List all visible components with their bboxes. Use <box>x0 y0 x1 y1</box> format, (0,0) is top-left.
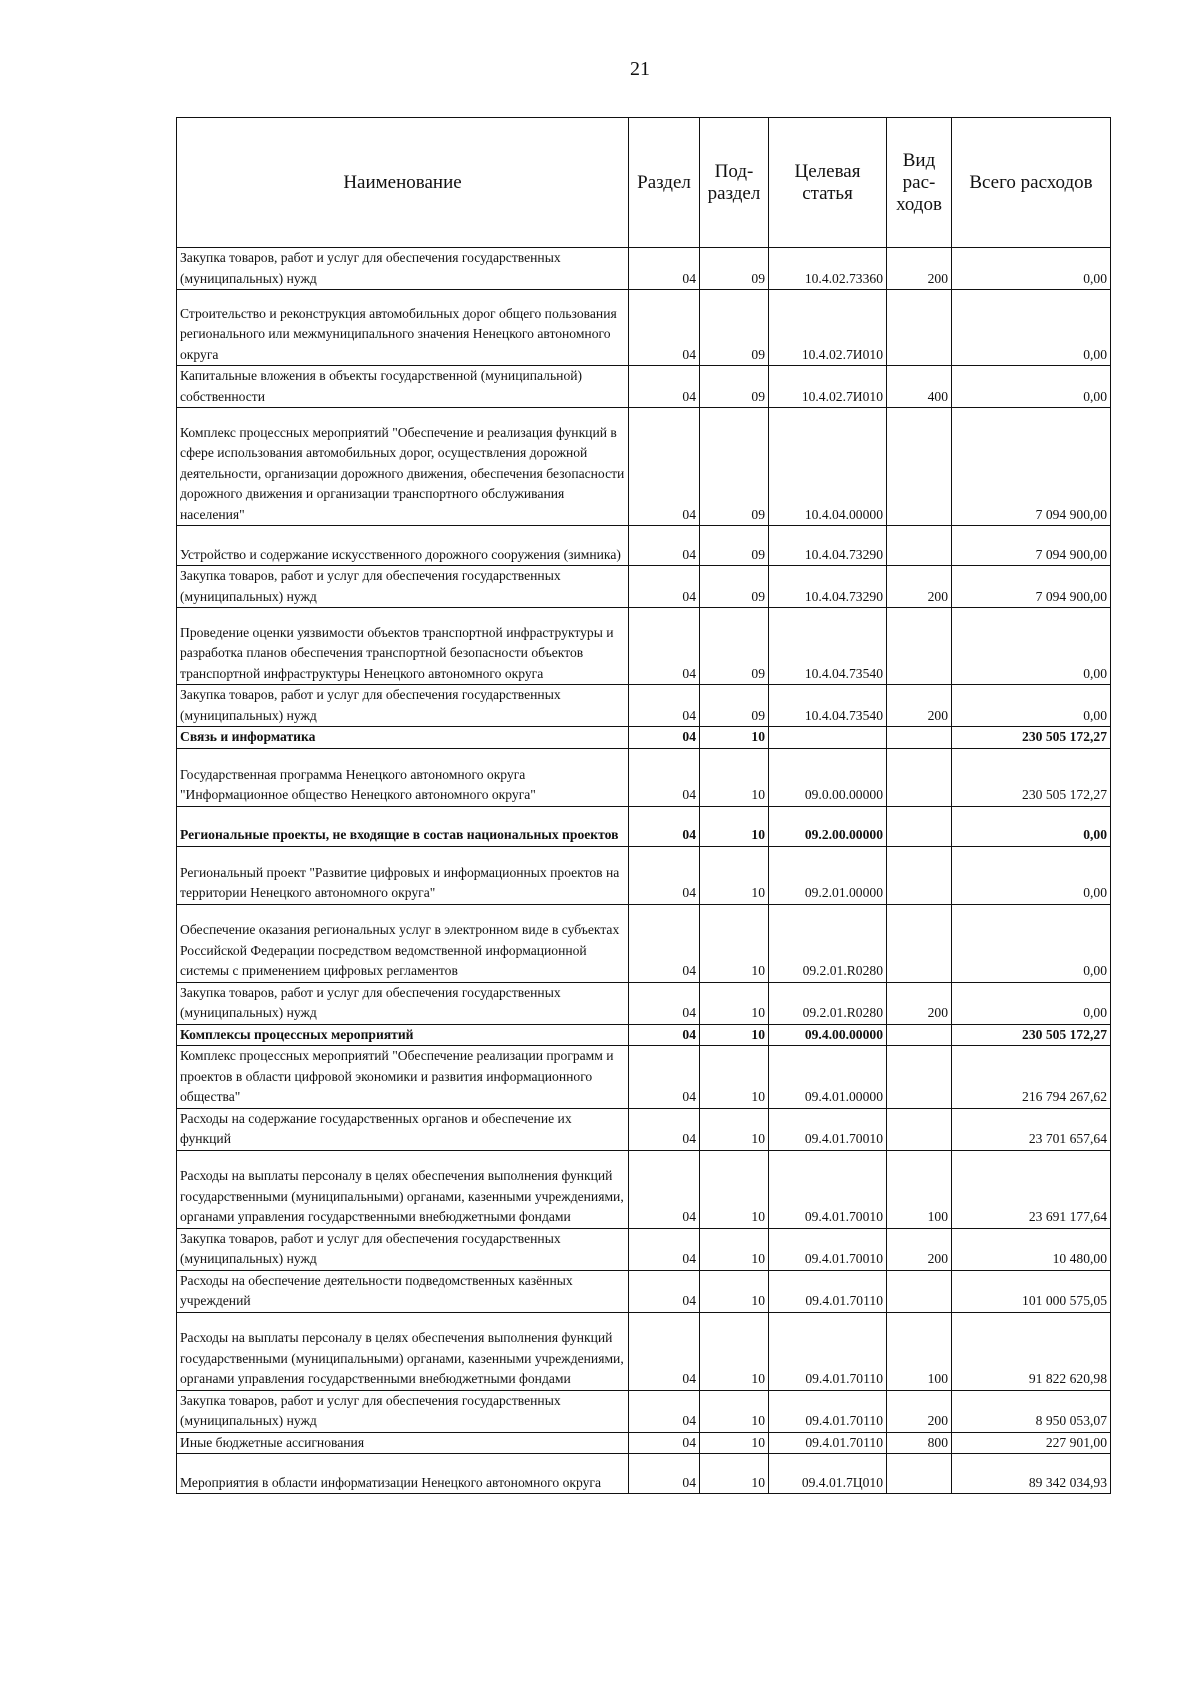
cell-name: Государственная программа Ненецкого автономного округа "Информационное общество Ненецкого автономного округа" <box>177 748 629 806</box>
cell-vid-rashodov <box>887 748 952 806</box>
cell-podrazdel: 09 <box>700 685 769 727</box>
cell-vid-rashodov: 200 <box>887 685 952 727</box>
cell-vsego: 230 505 172,27 <box>952 727 1111 749</box>
table-row <box>177 685 1111 727</box>
cell-razdel: 04 <box>629 408 700 526</box>
cell-razdel: 04 <box>629 1046 700 1109</box>
cell-celevaya-statya: 10.4.04.00000 <box>769 408 887 526</box>
cell-name: Закупка товаров, работ и услуг для обеспечения государственных (муниципальных) нужд <box>177 685 629 727</box>
cell-name: Закупка товаров, работ и услуг для обеспечения государственных (муниципальных) нужд <box>177 1390 629 1432</box>
cell-vid-rashodov <box>887 408 952 526</box>
table-row <box>177 846 1111 904</box>
cell-podrazdel: 09 <box>700 290 769 366</box>
table-row <box>177 748 1111 806</box>
cell-name: Обеспечение оказания региональных услуг в электронном виде в субъектах Российской Федерации посредством ведомственной информационной системы с применением цифровых регламентов <box>177 904 629 982</box>
table-row <box>177 290 1111 366</box>
cell-vsego: 10 480,00 <box>952 1228 1111 1270</box>
cell-vid-rashodov: 200 <box>887 1390 952 1432</box>
header-vid-rashodov: Вид рас-ходов <box>887 118 952 248</box>
table-row <box>177 1312 1111 1390</box>
table-row <box>177 1270 1111 1312</box>
cell-vid-rashodov: 800 <box>887 1432 952 1454</box>
cell-vsego: 23 701 657,64 <box>952 1108 1111 1150</box>
cell-razdel: 04 <box>629 248 700 290</box>
cell-name: Закупка товаров, работ и услуг для обеспечения государственных (муниципальных) нужд <box>177 566 629 608</box>
cell-razdel: 04 <box>629 1150 700 1228</box>
cell-name: Проведение оценки уязвимости объектов транспортной инфраструктуры и разработка планов обеспечения транспортной безопасности объектов транспортной инфраструктуры Ненецкого автономного округа <box>177 608 629 685</box>
cell-podrazdel: 10 <box>700 1454 769 1494</box>
cell-celevaya-statya: 09.2.01.00000 <box>769 846 887 904</box>
cell-vid-rashodov <box>887 846 952 904</box>
cell-razdel: 04 <box>629 846 700 904</box>
cell-razdel: 04 <box>629 748 700 806</box>
cell-razdel: 04 <box>629 982 700 1024</box>
cell-podrazdel: 10 <box>700 806 769 846</box>
cell-vid-rashodov <box>887 1046 952 1109</box>
table-row <box>177 566 1111 608</box>
cell-razdel: 04 <box>629 727 700 749</box>
cell-vsego: 0,00 <box>952 806 1111 846</box>
table-row <box>177 806 1111 846</box>
cell-vsego: 101 000 575,05 <box>952 1270 1111 1312</box>
cell-podrazdel: 10 <box>700 1024 769 1046</box>
table-row <box>177 1024 1111 1046</box>
table-row <box>177 1150 1111 1228</box>
cell-name: Мероприятия в области информатизации Ненецкого автономного округа <box>177 1454 629 1494</box>
cell-name: Расходы на выплаты персоналу в целях обеспечения выполнения функций государственными (муниципальными) органами, казенными учреждениями, органами управления государственными внебюджетными фондами <box>177 1150 629 1228</box>
cell-podrazdel: 09 <box>700 366 769 408</box>
cell-celevaya-statya: 09.4.01.70010 <box>769 1150 887 1228</box>
cell-celevaya-statya: 09.4.01.7Ц010 <box>769 1454 887 1494</box>
cell-vsego: 0,00 <box>952 685 1111 727</box>
header-vsego: Всего расходов <box>952 118 1111 248</box>
cell-name: Региональный проект "Развитие цифровых и информационных проектов на территории Ненецкого автономного округа" <box>177 846 629 904</box>
cell-razdel: 04 <box>629 806 700 846</box>
cell-razdel: 04 <box>629 608 700 685</box>
cell-vid-rashodov <box>887 1024 952 1046</box>
cell-razdel: 04 <box>629 685 700 727</box>
table-row <box>177 1228 1111 1270</box>
cell-celevaya-statya <box>769 727 887 749</box>
cell-vsego: 230 505 172,27 <box>952 748 1111 806</box>
table-row <box>177 982 1111 1024</box>
table-row <box>177 408 1111 526</box>
cell-vsego: 0,00 <box>952 608 1111 685</box>
cell-vsego: 7 094 900,00 <box>952 408 1111 526</box>
cell-vsego: 216 794 267,62 <box>952 1046 1111 1109</box>
table-row <box>177 904 1111 982</box>
cell-celevaya-statya: 09.4.01.70110 <box>769 1270 887 1312</box>
cell-razdel: 04 <box>629 1270 700 1312</box>
table-row <box>177 1390 1111 1432</box>
cell-name: Устройство и содержание искусственного дорожного сооружения (зимника) <box>177 526 629 566</box>
table-row <box>177 1454 1111 1494</box>
cell-podrazdel: 10 <box>700 982 769 1024</box>
cell-podrazdel: 09 <box>700 248 769 290</box>
cell-name: Региональные проекты, не входящие в состав национальных проектов <box>177 806 629 846</box>
cell-celevaya-statya: 10.4.04.73290 <box>769 526 887 566</box>
cell-podrazdel: 09 <box>700 566 769 608</box>
table-row <box>177 1046 1111 1109</box>
cell-razdel: 04 <box>629 1108 700 1150</box>
cell-name: Расходы на обеспечение деятельности подведомственных казённых учреждений <box>177 1270 629 1312</box>
cell-name: Закупка товаров, работ и услуг для обеспечения государственных (муниципальных) нужд <box>177 982 629 1024</box>
cell-celevaya-statya: 10.4.02.73360 <box>769 248 887 290</box>
cell-vsego: 7 094 900,00 <box>952 526 1111 566</box>
cell-vsego: 89 342 034,93 <box>952 1454 1111 1494</box>
cell-vsego: 0,00 <box>952 982 1111 1024</box>
cell-celevaya-statya: 10.4.02.7И010 <box>769 290 887 366</box>
budget-table <box>176 117 1111 1494</box>
cell-vid-rashodov: 200 <box>887 1228 952 1270</box>
cell-name: Иные бюджетные ассигнования <box>177 1432 629 1454</box>
table-body <box>177 248 1111 1494</box>
cell-podrazdel: 10 <box>700 1432 769 1454</box>
cell-vid-rashodov: 200 <box>887 566 952 608</box>
cell-podrazdel: 10 <box>700 727 769 749</box>
cell-vsego: 91 822 620,98 <box>952 1312 1111 1390</box>
table-row <box>177 727 1111 749</box>
cell-name: Капитальные вложения в объекты государственной (муниципальной) собственности <box>177 366 629 408</box>
cell-celevaya-statya: 09.2.00.00000 <box>769 806 887 846</box>
cell-celevaya-statya: 09.2.01.R0280 <box>769 904 887 982</box>
cell-razdel: 04 <box>629 1390 700 1432</box>
cell-razdel: 04 <box>629 1454 700 1494</box>
cell-celevaya-statya: 09.4.01.70010 <box>769 1228 887 1270</box>
cell-razdel: 04 <box>629 1432 700 1454</box>
cell-celevaya-statya: 09.4.01.70110 <box>769 1312 887 1390</box>
cell-razdel: 04 <box>629 526 700 566</box>
cell-podrazdel: 10 <box>700 748 769 806</box>
table-row <box>177 248 1111 290</box>
cell-vid-rashodov <box>887 290 952 366</box>
cell-podrazdel: 09 <box>700 608 769 685</box>
cell-razdel: 04 <box>629 1312 700 1390</box>
cell-celevaya-statya: 10.4.04.73540 <box>769 685 887 727</box>
cell-podrazdel: 09 <box>700 408 769 526</box>
cell-vid-rashodov: 100 <box>887 1150 952 1228</box>
cell-celevaya-statya: 09.4.01.70010 <box>769 1108 887 1150</box>
cell-name: Строительство и реконструкция автомобильных дорог общего пользования регионального или межмуниципального значения Ненецкого автономного округа <box>177 290 629 366</box>
cell-vid-rashodov: 400 <box>887 366 952 408</box>
cell-name: Связь и информатика <box>177 727 629 749</box>
cell-vid-rashodov <box>887 1454 952 1494</box>
header-razdel: Раздел <box>629 118 700 248</box>
cell-podrazdel: 10 <box>700 1312 769 1390</box>
cell-celevaya-statya: 10.4.04.73540 <box>769 608 887 685</box>
header-podrazdel: Под-раздел <box>700 118 769 248</box>
cell-vsego: 0,00 <box>952 366 1111 408</box>
cell-vid-rashodov <box>887 1108 952 1150</box>
cell-name: Закупка товаров, работ и услуг для обеспечения государственных (муниципальных) нужд <box>177 248 629 290</box>
cell-vid-rashodov <box>887 1270 952 1312</box>
cell-podrazdel: 10 <box>700 1270 769 1312</box>
cell-razdel: 04 <box>629 366 700 408</box>
cell-vsego: 23 691 177,64 <box>952 1150 1111 1228</box>
cell-name: Комплекс процессных мероприятий "Обеспечение реализации программ и проектов в области цифровой экономики и развития информационного общества" <box>177 1046 629 1109</box>
cell-vid-rashodov <box>887 806 952 846</box>
page-number: 21 <box>630 58 650 80</box>
cell-celevaya-statya: 09.4.00.00000 <box>769 1024 887 1046</box>
cell-vid-rashodov: 200 <box>887 982 952 1024</box>
table-row <box>177 526 1111 566</box>
cell-vsego: 7 094 900,00 <box>952 566 1111 608</box>
cell-vsego: 0,00 <box>952 248 1111 290</box>
table-row <box>177 1108 1111 1150</box>
cell-name: Комплексы процессных мероприятий <box>177 1024 629 1046</box>
cell-vid-rashodov <box>887 727 952 749</box>
cell-podrazdel: 10 <box>700 1046 769 1109</box>
cell-podrazdel: 10 <box>700 904 769 982</box>
cell-celevaya-statya: 09.0.00.00000 <box>769 748 887 806</box>
cell-razdel: 04 <box>629 904 700 982</box>
cell-podrazdel: 10 <box>700 846 769 904</box>
cell-name: Расходы на выплаты персоналу в целях обеспечения выполнения функций государственными (муниципальными) органами, казенными учреждениями, органами управления государственными внебюджетными фондами <box>177 1312 629 1390</box>
cell-celevaya-statya: 10.4.04.73290 <box>769 566 887 608</box>
cell-vsego: 0,00 <box>952 846 1111 904</box>
cell-razdel: 04 <box>629 290 700 366</box>
cell-vid-rashodov: 200 <box>887 248 952 290</box>
cell-vsego: 227 901,00 <box>952 1432 1111 1454</box>
cell-vid-rashodov <box>887 904 952 982</box>
cell-podrazdel: 10 <box>700 1228 769 1270</box>
cell-celevaya-statya: 10.4.02.7И010 <box>769 366 887 408</box>
header-name: Наименование <box>177 118 629 248</box>
cell-celevaya-statya: 09.4.01.70110 <box>769 1432 887 1454</box>
header-celevaya-statya: Целевая статья <box>769 118 887 248</box>
cell-vsego: 0,00 <box>952 904 1111 982</box>
cell-celevaya-statya: 09.2.01.R0280 <box>769 982 887 1024</box>
table-row <box>177 608 1111 685</box>
table-header-row <box>177 118 1111 248</box>
cell-vid-rashodov <box>887 526 952 566</box>
cell-podrazdel: 10 <box>700 1390 769 1432</box>
cell-razdel: 04 <box>629 566 700 608</box>
cell-celevaya-statya: 09.4.01.00000 <box>769 1046 887 1109</box>
cell-vsego: 8 950 053,07 <box>952 1390 1111 1432</box>
cell-razdel: 04 <box>629 1228 700 1270</box>
cell-podrazdel: 10 <box>700 1108 769 1150</box>
cell-podrazdel: 09 <box>700 526 769 566</box>
cell-razdel: 04 <box>629 1024 700 1046</box>
cell-podrazdel: 10 <box>700 1150 769 1228</box>
cell-name: Расходы на содержание государственных органов и обеспечение их функций <box>177 1108 629 1150</box>
cell-vid-rashodov: 100 <box>887 1312 952 1390</box>
cell-vid-rashodov <box>887 608 952 685</box>
cell-vsego: 0,00 <box>952 290 1111 366</box>
table-row <box>177 1432 1111 1454</box>
cell-name: Закупка товаров, работ и услуг для обеспечения государственных (муниципальных) нужд <box>177 1228 629 1270</box>
cell-name: Комплекс процессных мероприятий "Обеспечение и реализация функций в сфере использования автомобильных дорог, осуществления дорожной деятельности, организации дорожного движения, обеспечения безопасности дорожного движения и организации транспортного обслуживания населения" <box>177 408 629 526</box>
cell-celevaya-statya: 09.4.01.70110 <box>769 1390 887 1432</box>
table-row <box>177 366 1111 408</box>
cell-vsego: 230 505 172,27 <box>952 1024 1111 1046</box>
